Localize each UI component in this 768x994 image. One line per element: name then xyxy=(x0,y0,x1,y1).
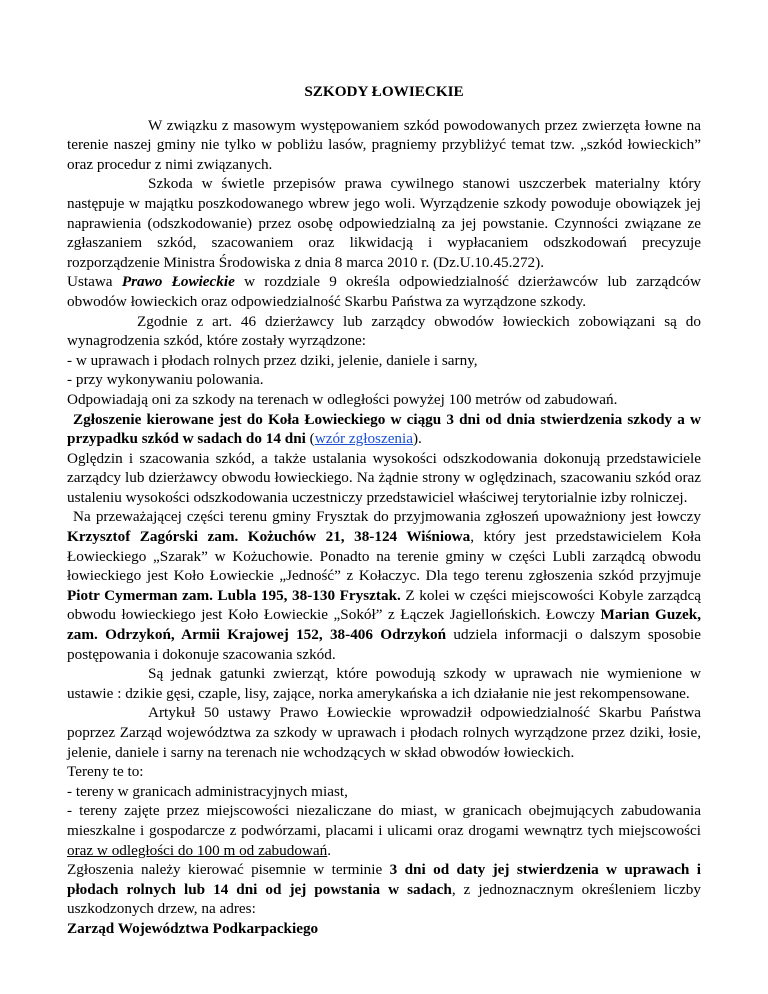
text-fragment: ( xyxy=(305,430,315,448)
text-fragment: Zgłoszenia należy kierować pisemnie w terminie xyxy=(67,861,390,879)
contact-cymerman: Piotr Cymerman zam. Lubla 195, 38-130 Frysztak. xyxy=(67,586,401,604)
paragraph-definition: Szkoda w świetle przepisów prawa cywilnego stanowi uszczerbek materialny który następuje w majątku poszkodowanego wbrew jego woli. Wyrządzenie szkody powoduje obowiązek jej naprawienia (odszkodowanie) przez osobę odpowiedzialną za jej powstanie. Czynności związane ze zgłaszaniem szkód, szacowaniem oraz likwidacją i wypłacaniem odszkodowań precyzuje rozporządzenie Ministra Środowiska z dnia 8 marca 2010 r. (Dz.U.10.45.272). xyxy=(67,175,701,271)
submission-deadline: 3 dni od daty jej stwierdzenia w uprawach i płodach rolnych lub 14 dni od jej powstania w sadach xyxy=(67,861,701,898)
reporting-deadline: Zgłoszenie kierowane jest do Koła Łowieckiego w ciągu 3 dni od dnia stwierdzenia szkody a w przypadku szkód w sadach do 14 dni xyxy=(67,410,701,448)
text-fragment: w rozdziale 9 określa odpowiedzialność dzierżawców lub zarządców obwodów łowieckich oraz odpowiedzialność Skarbu Państwa za wyrządzone szkody. xyxy=(67,273,701,310)
form-template-link[interactable]: wzór zgłoszenia xyxy=(314,430,413,448)
list-item: - w uprawach i płodach rolnych przez dziki, jelenie, daniele i sarny, xyxy=(67,351,478,369)
text-fragment: ). xyxy=(413,430,422,448)
paragraph-species: Są jednak gatunki zwierząt, które powodują szkody w uprawach nie wymienione w ustawie : dzikie gęsi, czaple, lisy, zające, norka amerykańska a ich działanie nie jest rekompensowane. xyxy=(67,665,701,702)
list-item xyxy=(67,801,701,860)
paragraph-reporting xyxy=(67,410,701,449)
paragraph-art50: Artykuł 50 ustawy Prawo Łowieckie wprowadził odpowiedzialność Skarbu Państwa poprzez Zarząd województwa za szkody w uprawach i płodach rolnych wyrządzone przez dziki, łosie, jelenie, daniele i sarny na terenach nie wchodzących w skład obwodów łowieckich. xyxy=(67,704,701,761)
contact-zagorski: Krzysztof Zagórski zam. Kożuchów 21, 38-124 Wiśniowa xyxy=(67,528,471,546)
paragraph-contacts xyxy=(67,507,701,664)
text-fragment: Z kolei w części miejscowości Kobyle zarządcą obwodu łowieckiego jest Koło Łowieckie „Sokół” z Łączek Jagiellońskich. Łowczy xyxy=(67,586,701,624)
list-item: - tereny w granicach administracyjnych miast, xyxy=(67,782,348,800)
address-recipient xyxy=(67,919,701,939)
underlined-distance: oraz w odległości do 100 m od zabudowań xyxy=(67,841,328,859)
address-board: Zarząd Województwa Podkarpackiego xyxy=(67,919,319,937)
act-name: Prawo Łowieckie xyxy=(121,273,235,291)
text-fragment: Ustawa xyxy=(67,273,122,291)
text-fragment: . xyxy=(327,841,332,859)
paragraph-distance: Odpowiadają oni za szkody na terenach w odległości powyżej 100 metrów od zabudowań. xyxy=(67,390,618,408)
text-fragment: - tereny zajęte przez miejscowości niezaliczane do miast, w granicach obejmujących zabudowania mieszkalne i gospodarcze z podwórzami, placami i ulicami oraz drogami wewnątrz tych miejscowości xyxy=(67,802,701,839)
text-fragment: udziela informacji o dalszym sposobie postępowania i dokonuje szacowania szkód. xyxy=(67,626,702,663)
text-fragment: , który jest przedstawicielem Koła Łowieckiego „Szarak” w Kożuchowie. Ponadto na terenie gminy w części Lubli zarządcą obwodu łowieckiego jest Koło Łowieckie „Jedność” z Kołaczyc. Dla tego terenu zgłoszenia szkód przyjmuje xyxy=(67,528,701,585)
text-fragment: , z jednoznacznym określeniem liczby uszkodzonych drzew, na adres: xyxy=(67,880,701,918)
paragraph-intro: W związku z masowym występowaniem szkód powodowanych przez zwierzęta łowne na terenie naszej gminy nie tylko w pobliżu lasów, pragniemy przybliżyć temat tzw. „szkód łowieckich” oraz procedur z nimi związanych. xyxy=(67,116,701,173)
paragraph-art46: Zgodnie z art. 46 dzierżawcy lub zarządcy obwodów łowieckich zobowiązani są do wynagrodzenia szkód, które zostały wyrządzone: xyxy=(67,312,701,350)
paragraph-inspection: Oględzin i szacowania szkód, a także ustalania wysokości odszkodowania dokonują przedstawiciele zarządcy lub dzierżawcy obwodu łowieckiego. Na żądnie strony w oględzinach, szacowaniu szkód oraz ustaleniu wysokości odszkodowania uczestniczy przedstawiciel właściwej terytorialnie izby rolniczej. xyxy=(67,449,701,506)
paragraph-act xyxy=(67,272,701,311)
paragraph-submission xyxy=(67,860,701,919)
text-fragment: Na przeważającej części terenu gminy Frysztak do przyjmowania zgłoszeń upoważniony jest łowczy xyxy=(73,508,701,526)
contact-guzek: Marian Guzek, zam. Odrzykoń, Armii Krajowej 152, 38-406 Odrzykoń xyxy=(67,606,701,644)
document-title: SZKODY ŁOWIECKIE xyxy=(304,83,464,100)
list-item: - przy wykonywaniu polowania. xyxy=(67,371,264,389)
paragraph-areas-intro: Tereny te to: xyxy=(67,763,144,781)
